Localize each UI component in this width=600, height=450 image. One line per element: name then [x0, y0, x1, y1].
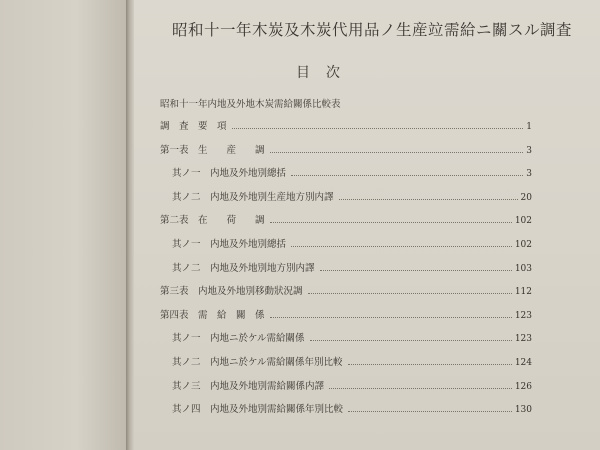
- toc-entry-label: 其ノ三 内地及外地別需給關係内譯: [172, 380, 325, 392]
- toc-entry: [160, 142, 532, 156]
- toc-entry: [172, 189, 532, 203]
- toc-entry: [160, 307, 532, 321]
- toc-entry-page: 102: [514, 216, 532, 227]
- document-title: 昭和十一年木炭及木炭代用品ノ生産竝需給ニ關スル調査: [172, 21, 573, 39]
- toc-entry-label: 其ノ一 内地及外地別總括: [172, 239, 287, 250]
- toc-entry: [160, 283, 532, 297]
- toc-entry-page: 102: [514, 240, 532, 250]
- toc-entry: [160, 212, 532, 226]
- toc-entry-page: 3: [526, 145, 532, 156]
- toc-subheading: 昭和十一年内地及外地木炭需給關係比較表: [160, 99, 341, 110]
- dot-leader: [320, 269, 512, 271]
- dot-leader: [270, 316, 512, 318]
- toc-entry-label: 其ノ二 内地及外地別地方別内譯: [172, 262, 315, 274]
- dot-leader: [291, 174, 523, 176]
- dot-leader: [348, 410, 512, 412]
- toc-entry-label: 其ノ二 内地及外地別生産地方別内譯: [172, 191, 334, 203]
- toc-entry-page: 3: [526, 169, 532, 180]
- dot-leader: [270, 221, 512, 223]
- toc-entry-page: 103: [514, 263, 532, 274]
- toc-entry: [172, 330, 532, 344]
- toc-entry-page: 130: [514, 405, 532, 416]
- toc-entry: [172, 165, 532, 179]
- toc-entry: [172, 401, 532, 415]
- toc-entry-label: 其ノ四 内地及外地別需給關係年別比較: [172, 404, 344, 416]
- left-page: [0, 0, 128, 450]
- toc-entry-label: 第一表 生 産 調: [160, 144, 265, 156]
- toc-entry-label: 其ノ一 内地ニ於ケル需給關係: [172, 333, 305, 345]
- dot-leader: [232, 127, 524, 129]
- toc-entry: [172, 354, 532, 368]
- toc-heading: 目次: [296, 65, 356, 81]
- toc-entry: [160, 118, 532, 132]
- toc-entry-page: 123: [514, 310, 532, 321]
- toc-entry-label: 第二表 在 荷 調: [160, 215, 265, 227]
- toc-entry-label: 第三表 内地及外地別移動狀況調: [160, 286, 303, 298]
- dot-leader: [339, 198, 518, 200]
- toc-entry-page: 126: [514, 381, 532, 392]
- toc-entry-page: 123: [514, 334, 532, 345]
- toc-entry-label: 第四表 需 給 關 係: [160, 309, 265, 321]
- toc-entry: [172, 378, 532, 392]
- toc-entry-page: 20: [520, 192, 532, 203]
- toc-entry-label: 其ノ二 内地ニ於ケル需給關係年別比較: [172, 357, 343, 368]
- dot-leader: [291, 245, 512, 247]
- book-gutter: [126, 0, 134, 450]
- dot-leader: [270, 151, 524, 153]
- toc-entry: [172, 236, 532, 250]
- dot-leader: [348, 363, 512, 365]
- toc-entry-label: 其ノ一 内地及外地別總括: [172, 168, 287, 180]
- toc-entry-page: 112: [514, 287, 532, 298]
- toc-entry-page: 1: [526, 122, 532, 132]
- toc-entry-label: 調 査 要 項: [160, 121, 227, 132]
- dot-leader: [329, 387, 512, 389]
- toc-entry: [172, 260, 532, 274]
- dot-leader: [310, 339, 512, 341]
- dot-leader: [308, 292, 512, 294]
- toc-entry-page: 124: [514, 358, 532, 368]
